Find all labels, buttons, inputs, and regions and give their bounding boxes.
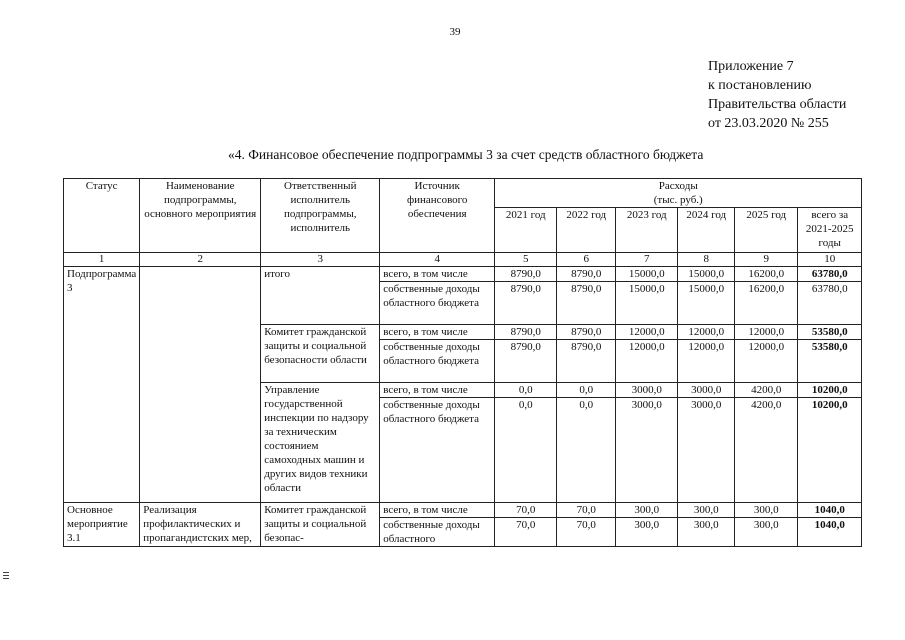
source-cell: собственные доходы областного	[380, 518, 495, 547]
year-value-cell: 8790,0	[495, 340, 557, 383]
year-value-cell: 8790,0	[557, 340, 616, 383]
total-value-cell: 10200,0	[798, 398, 862, 503]
status-cell: Основное мероприятие 3.1	[64, 503, 140, 547]
year-value-cell: 12000,0	[735, 325, 798, 340]
appendix-line: к постановлению	[708, 78, 812, 93]
header-year-2022: 2022 год	[557, 208, 616, 253]
margin-mark	[3, 575, 9, 576]
column-number-row	[64, 253, 862, 267]
document-heading: «4. Финансовое обеспечение подпрограммы 3 за счет средств областного бюджета	[228, 147, 704, 162]
column-number: 6	[557, 253, 616, 267]
column-number: 5	[495, 253, 557, 267]
year-value-cell: 8790,0	[557, 282, 616, 325]
year-value-cell: 12000,0	[678, 325, 735, 340]
year-value-cell: 300,0	[735, 518, 798, 547]
year-value-cell: 300,0	[616, 518, 678, 547]
header-total: всего за 2021-2025 годы	[798, 208, 862, 253]
year-value-cell: 300,0	[616, 503, 678, 518]
margin-mark	[3, 572, 9, 573]
column-number: 7	[616, 253, 678, 267]
year-value-cell: 0,0	[557, 383, 616, 398]
year-value-cell: 70,0	[557, 518, 616, 547]
year-value-cell: 16200,0	[735, 282, 798, 325]
column-number: 4	[380, 253, 495, 267]
source-cell: всего, в том числе	[380, 325, 495, 340]
column-number: 3	[261, 253, 380, 267]
header-row	[64, 179, 862, 208]
year-value-cell: 3000,0	[616, 398, 678, 503]
appendix-line: Правительства области	[708, 97, 847, 112]
total-value-cell: 10200,0	[798, 383, 862, 398]
source-cell: собственные доходы областного бюджета	[380, 398, 495, 503]
year-value-cell: 8790,0	[557, 325, 616, 340]
year-value-cell: 12000,0	[678, 340, 735, 383]
source-cell: собственные доходы областного бюджета	[380, 340, 495, 383]
year-value-cell: 8790,0	[495, 267, 557, 282]
header-year-2021: 2021 год	[495, 208, 557, 253]
name-cell	[140, 267, 261, 503]
year-value-cell: 8790,0	[495, 325, 557, 340]
header-status: Статус	[64, 179, 140, 253]
year-value-cell: 15000,0	[616, 282, 678, 325]
year-value-cell: 300,0	[678, 503, 735, 518]
year-value-cell: 3000,0	[616, 383, 678, 398]
executor-cell: Управление государственной инспекции по надзору за техническим состоянием самоходных машин и других видов техники области	[261, 383, 380, 503]
year-value-cell: 3000,0	[678, 398, 735, 503]
column-number: 8	[678, 253, 735, 267]
name-cell: Реализация профилактических и пропагандистских мер,	[140, 503, 261, 547]
year-value-cell: 4200,0	[735, 383, 798, 398]
total-value-cell: 53580,0	[798, 325, 862, 340]
year-value-cell: 12000,0	[616, 340, 678, 383]
year-value-cell: 0,0	[495, 383, 557, 398]
total-value-cell: 1040,0	[798, 503, 862, 518]
year-value-cell: 0,0	[495, 398, 557, 503]
total-value-cell: 53580,0	[798, 340, 862, 383]
year-value-cell: 15000,0	[678, 267, 735, 282]
header-executor: Ответственный исполнитель подпрограммы, исполнитель	[261, 179, 380, 253]
year-value-cell: 300,0	[735, 503, 798, 518]
year-value-cell: 3000,0	[678, 383, 735, 398]
header-expenses-label: Расходы	[658, 180, 698, 192]
year-value-cell: 70,0	[495, 518, 557, 547]
header-name: Наименование подпрограммы, основного мероприятия	[140, 179, 261, 253]
table-row	[64, 267, 862, 282]
margin-mark	[3, 578, 9, 579]
header-year-2025: 2025 год	[735, 208, 798, 253]
column-number: 2	[140, 253, 261, 267]
executor-cell: Комитет гражданской защиты и социальной безопас-	[261, 503, 380, 547]
column-number: 10	[798, 253, 862, 267]
source-cell: всего, в том числе	[380, 383, 495, 398]
column-number: 1	[64, 253, 140, 267]
column-number: 9	[735, 253, 798, 267]
financing-table	[63, 178, 862, 547]
header-source: Источник финансового обеспечения	[380, 179, 495, 253]
year-value-cell: 70,0	[495, 503, 557, 518]
year-value-cell: 70,0	[557, 503, 616, 518]
header-year-2023: 2023 год	[616, 208, 678, 253]
status-cell: Подпрограмма 3	[64, 267, 140, 503]
year-value-cell: 12000,0	[735, 340, 798, 383]
source-cell: всего, в том числе	[380, 503, 495, 518]
year-value-cell: 8790,0	[495, 282, 557, 325]
executor-cell: итого	[261, 267, 380, 325]
total-value-cell: 63780,0	[798, 282, 862, 325]
total-value-cell: 63780,0	[798, 267, 862, 282]
header-expenses	[495, 179, 862, 208]
appendix-line: от 23.03.2020 № 255	[708, 116, 829, 131]
appendix-line: Приложение 7	[708, 59, 794, 74]
year-value-cell: 4200,0	[735, 398, 798, 503]
year-value-cell: 0,0	[557, 398, 616, 503]
page-number: 39	[449, 26, 461, 38]
header-units: (тыс. руб.)	[653, 194, 703, 206]
year-value-cell: 12000,0	[616, 325, 678, 340]
total-value-cell: 1040,0	[798, 518, 862, 547]
executor-cell: Комитет гражданской защиты и социальной безопасности области	[261, 325, 380, 383]
year-value-cell: 300,0	[678, 518, 735, 547]
table-row	[64, 503, 862, 518]
year-value-cell: 15000,0	[616, 267, 678, 282]
source-cell: собственные доходы областного бюджета	[380, 282, 495, 325]
year-value-cell: 8790,0	[557, 267, 616, 282]
header-year-2024: 2024 год	[678, 208, 735, 253]
appendix-block	[708, 57, 846, 133]
source-cell: всего, в том числе	[380, 267, 495, 282]
year-value-cell: 16200,0	[735, 267, 798, 282]
year-value-cell: 15000,0	[678, 282, 735, 325]
